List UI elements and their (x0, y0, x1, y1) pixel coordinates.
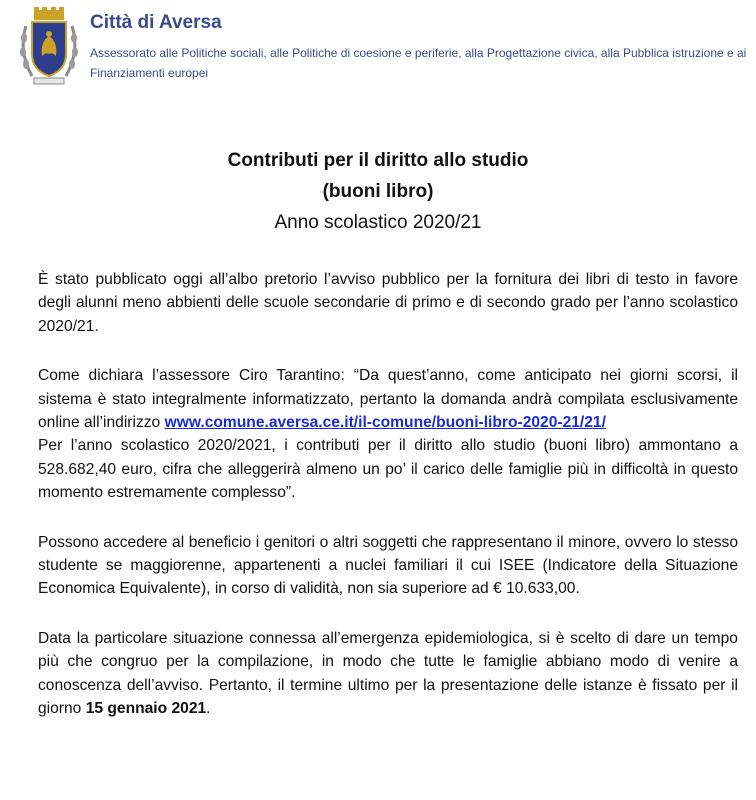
paragraph-deadline-text: Data la particolare situazione connessa all’emergenza epidemiologica, si è scelto di dare un tempo più che congruo per la compilazione, in modo che tutte le famiglie abbiano modo di venire a conoscenza dell’avviso. Pertanto, il termine ultimo per la presentazione delle istanze è fissato per il giorno (38, 629, 738, 718)
paragraph-quote-text: Come dichiara l’assessore Ciro Tarantino: “Da quest’anno, come anticipato nei giorni scorsi, il sistema è stato integralmente informatizzato, pertanto la domanda andrà compilata esclusivamente online all’indirizzo (38, 367, 738, 432)
title-school-year: Anno scolastico 2020/21 (274, 212, 482, 233)
application-link[interactable]: www.comune.aversa.ce.it/il-comune/buoni-libro-2020-21/21/ (164, 414, 606, 432)
paragraph-announcement: È stato pubblicato oggi all’albo pretorio l’avviso pubblico per la fornitura dei libri di testo in favore degli alunni meno abbienti delle scuole secondarie di primo e di secondo grado per l’anno scolastico 2020/21. (38, 271, 738, 335)
paragraph-eligibility: Possono accedere al beneficio i genitori o altri soggetti che rappresentano il minore, ovvero lo stesso studente se maggiorenne, appartenenti a nuclei familiari il cui ISEE (Indicatore della Situazione Economica Equivalente), in corso di validità, non sia superiore ad € 10.633,00. (38, 533, 738, 598)
title-line-1: Contributi per il diritto allo studio (227, 150, 529, 171)
document-body (38, 268, 738, 747)
paragraph-quote (38, 364, 738, 434)
letterhead (0, 0, 756, 95)
title-line-2: (buoni libro) (322, 181, 434, 202)
deadline-date: 15 gennaio 2021 (85, 700, 207, 718)
city-crest-icon (16, 6, 82, 86)
paragraph-deadline-end: . (206, 700, 211, 718)
department-name: Assessorato alle Politiche sociali, alle Politiche di coesione e periferie, alla Progettazione civica, alla Pubblica istruzione e ai Finanziamenti europei (90, 46, 747, 80)
paragraph-funding: Per l’anno scolastico 2020/2021, i contributi per il diritto allo studio (buoni libro) ammontano a 528.682,40 euro, cifra che alleggerirà almeno un po’ il carico delle famiglie più in difficoltà in questo momento estremamente complesso”. (38, 437, 738, 502)
document-title (0, 145, 756, 238)
city-name: Città di Aversa (90, 12, 222, 33)
paragraph-deadline (38, 627, 738, 721)
